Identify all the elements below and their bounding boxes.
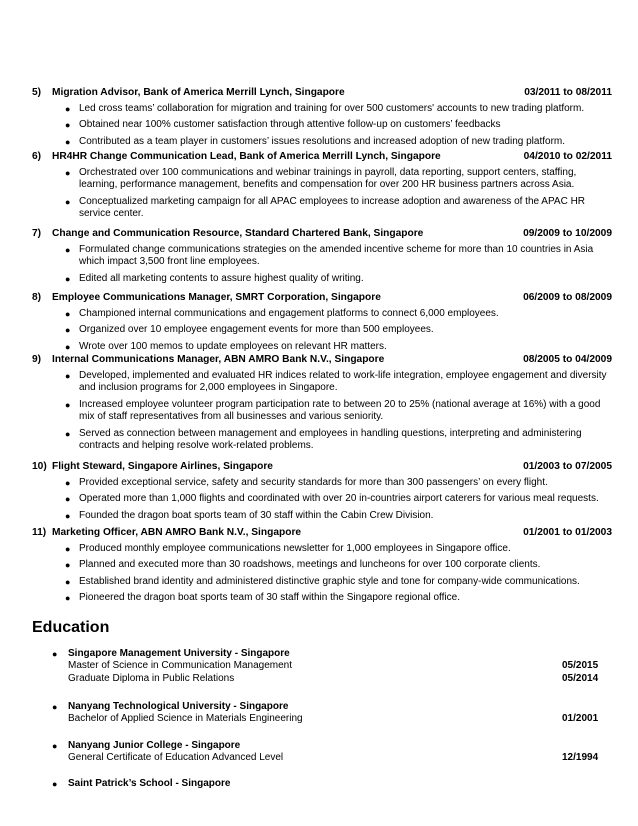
job-entry xyxy=(32,527,612,609)
bullet-icon: ● xyxy=(52,649,58,659)
bullet-icon: ● xyxy=(65,576,71,587)
job-title: Employee Communications Manager, SMRT Corporation, Singapore xyxy=(52,292,381,303)
job-bullet: ● Conceptualized marketing campaign for all APAC employees to increase adoption and awareness of the APAC HR service center. xyxy=(65,195,586,220)
job-header xyxy=(32,228,612,241)
job-dates: 03/2011 to 08/2011 xyxy=(524,87,612,98)
job-bullet: ● Operated more than 1,000 flights and coordinated with over 20 in-countries airport caterers for various meal requests. xyxy=(65,493,599,505)
job-bullet: ● Founded the dragon boat sports team of 30 staff within the Cabin Crew Division. xyxy=(65,509,434,521)
job-title: Marketing Officer, ABN AMRO Bank N.V., Singapore xyxy=(52,527,302,538)
job-bullets xyxy=(32,370,612,452)
school-name: Nanyang Technological University - Singapore xyxy=(68,701,289,712)
degree-year: 05/2015 xyxy=(562,660,599,672)
job-bullet: ● Contributed as a team player in customers’ issues resolutions and increased adoption of new trading platform. xyxy=(65,135,566,147)
bullet-icon: ● xyxy=(65,325,71,336)
bullet-icon: ● xyxy=(65,168,71,178)
job-bullets xyxy=(32,167,612,221)
job-bullet: ● Organized over 10 employee engagement events for more than 500 employees. xyxy=(65,324,434,336)
bullet-icon: ● xyxy=(65,544,71,554)
job-bullet: ● Obtained near 100% customer satisfaction through attentive follow-up on customers’ feedbacks xyxy=(65,119,501,131)
degree-row xyxy=(32,752,612,764)
job-number: 9) xyxy=(32,354,42,365)
job-header xyxy=(32,354,612,367)
bullet-icon: ● xyxy=(65,341,71,352)
job-entry xyxy=(32,292,612,357)
school-name: Singapore Management University - Singapore xyxy=(68,648,290,659)
job-number: 6) xyxy=(32,151,42,162)
bullet-icon: ● xyxy=(65,399,71,410)
job-title: Flight Steward, Singapore Airlines, Singapore xyxy=(52,461,273,472)
bullet-icon: ● xyxy=(65,371,71,381)
job-title: Change and Communication Resource, Standard Chartered Bank, Singapore xyxy=(52,228,424,239)
degree-row xyxy=(32,713,612,725)
job-bullet: ● Edited all marketing contents to assure highest quality of writing. xyxy=(65,272,364,284)
job-dates: 01/2003 to 07/2005 xyxy=(523,461,612,472)
bullet-icon: ● xyxy=(65,478,71,488)
bullet-icon: ● xyxy=(65,510,71,521)
school-name: Nanyang Junior College - Singapore xyxy=(68,740,241,751)
job-bullet: ● Increased employee volunteer program participation rate to between 20 to 25% (national average at 16%) with a good mix of staff representatives from all businesses and various seniority. xyxy=(65,398,601,423)
bullet-icon: ● xyxy=(65,136,71,147)
job-dates: 09/2009 to 10/2009 xyxy=(523,228,612,239)
degree-year: 05/2014 xyxy=(562,672,599,684)
job-bullet: ● Formulated change communications strategies on the amended incentive scheme for more than 10 countries in Asia which impact 3,500 front line employees. xyxy=(65,244,594,268)
job-number: 5) xyxy=(32,87,42,98)
job-entry xyxy=(32,354,612,456)
job-bullet: ● Led cross teams’ collaboration for migration and training for over 500 customers' accounts to new trading platform. xyxy=(65,103,585,114)
education-entry xyxy=(32,701,612,726)
job-bullet: ● Orchestrated over 100 communications and webinar trainings in payroll, data reporting, support centers, staffing, learning, performance management, benefits and compensation for over 200 HR business partners across Asia. xyxy=(65,167,577,191)
job-header xyxy=(32,461,612,474)
job-bullet: ● Provided exceptional service, safety and security standards for more than 300 passengers’ on every flight. xyxy=(65,477,548,488)
job-bullets xyxy=(32,477,612,522)
school-name: Saint Patrick’s School - Singapore xyxy=(68,778,231,789)
bullet-icon: ● xyxy=(52,702,58,712)
education-entry xyxy=(32,648,612,685)
job-header xyxy=(32,151,612,164)
job-bullet: ● Served as connection between management and employees in handling questions, interpreting and administering contracts and helping resolve work-related problems. xyxy=(65,427,582,452)
bullet-icon: ● xyxy=(65,428,71,439)
job-entry xyxy=(32,87,612,152)
job-title: Migration Advisor, Bank of America Merrill Lynch, Singapore xyxy=(52,87,345,98)
degree-name: Master of Science in Communication Management xyxy=(68,660,292,672)
job-entry xyxy=(32,461,612,526)
education-entry xyxy=(32,740,612,765)
job-bullet: ● Planned and executed more than 30 roadshows, meetings and luncheons for over 100 corporate clients. xyxy=(65,559,541,571)
job-header xyxy=(32,292,612,305)
job-bullets xyxy=(32,244,612,285)
education-heading: Education xyxy=(32,619,110,636)
job-bullet: ● Wrote over 100 memos to update employees on relevant HR matters. xyxy=(65,340,387,352)
job-bullet: ● Pioneered the dragon boat sports team of 30 staff within the Singapore regional office. xyxy=(65,592,460,604)
degree-year: 01/2001 xyxy=(562,713,599,725)
degree-name: General Certificate of Education Advanced Level xyxy=(68,752,284,764)
job-dates: 08/2005 to 04/2009 xyxy=(523,354,612,365)
job-header xyxy=(32,527,612,540)
job-title: Internal Communications Manager, ABN AMRO Bank N.V., Singapore xyxy=(52,354,385,365)
job-header xyxy=(32,87,612,100)
job-title: HR4HR Change Communication Lead, Bank of America Merrill Lynch, Singapore xyxy=(52,151,441,162)
bullet-icon: ● xyxy=(65,309,71,319)
job-dates: 06/2009 to 08/2009 xyxy=(523,292,612,303)
bullet-icon: ● xyxy=(65,245,71,255)
job-dates: 04/2010 to 02/2011 xyxy=(523,151,612,162)
education-entry xyxy=(32,778,612,790)
job-bullets xyxy=(32,103,612,148)
bullet-icon: ● xyxy=(65,273,71,284)
job-number: 8) xyxy=(32,292,42,303)
bullet-icon: ● xyxy=(65,593,71,604)
job-entry xyxy=(32,151,612,225)
degree-name: Graduate Diploma in Public Relations xyxy=(68,672,235,684)
degree-name: Bachelor of Applied Science in Materials Engineering xyxy=(68,713,303,725)
job-number: 11) xyxy=(32,527,47,538)
bullet-icon: ● xyxy=(52,779,58,789)
job-dates: 01/2001 to 01/2003 xyxy=(523,527,612,538)
job-bullet: ● Developed, implemented and evaluated HR indices related to work-life integration, employee engagement and diversity and inclusion programs for 2,000 employees in Singapore. xyxy=(65,370,607,394)
job-bullet: ● Championed internal communications and engagement platforms to connect 6,000 employees. xyxy=(65,308,499,319)
bullet-icon: ● xyxy=(65,196,71,207)
job-bullet: ● Produced monthly employee communications newsletter for 1,000 employees in Singapore office. xyxy=(65,543,511,554)
bullet-icon: ● xyxy=(65,120,71,131)
bullet-icon: ● xyxy=(65,104,71,114)
degree-row xyxy=(32,673,612,685)
degree-year: 12/1994 xyxy=(562,752,599,764)
job-bullet: ● Established brand identity and administered distinctive graphic style and tone for company-wide communications. xyxy=(65,575,580,587)
job-bullets xyxy=(32,543,612,605)
degree-row xyxy=(32,660,612,672)
job-number: 7) xyxy=(32,228,42,239)
job-bullets xyxy=(32,308,612,353)
bullet-icon: ● xyxy=(65,494,71,505)
job-number: 10) xyxy=(32,461,47,472)
bullet-icon: ● xyxy=(65,560,71,571)
bullet-icon: ● xyxy=(52,741,58,751)
job-entry xyxy=(32,228,612,289)
